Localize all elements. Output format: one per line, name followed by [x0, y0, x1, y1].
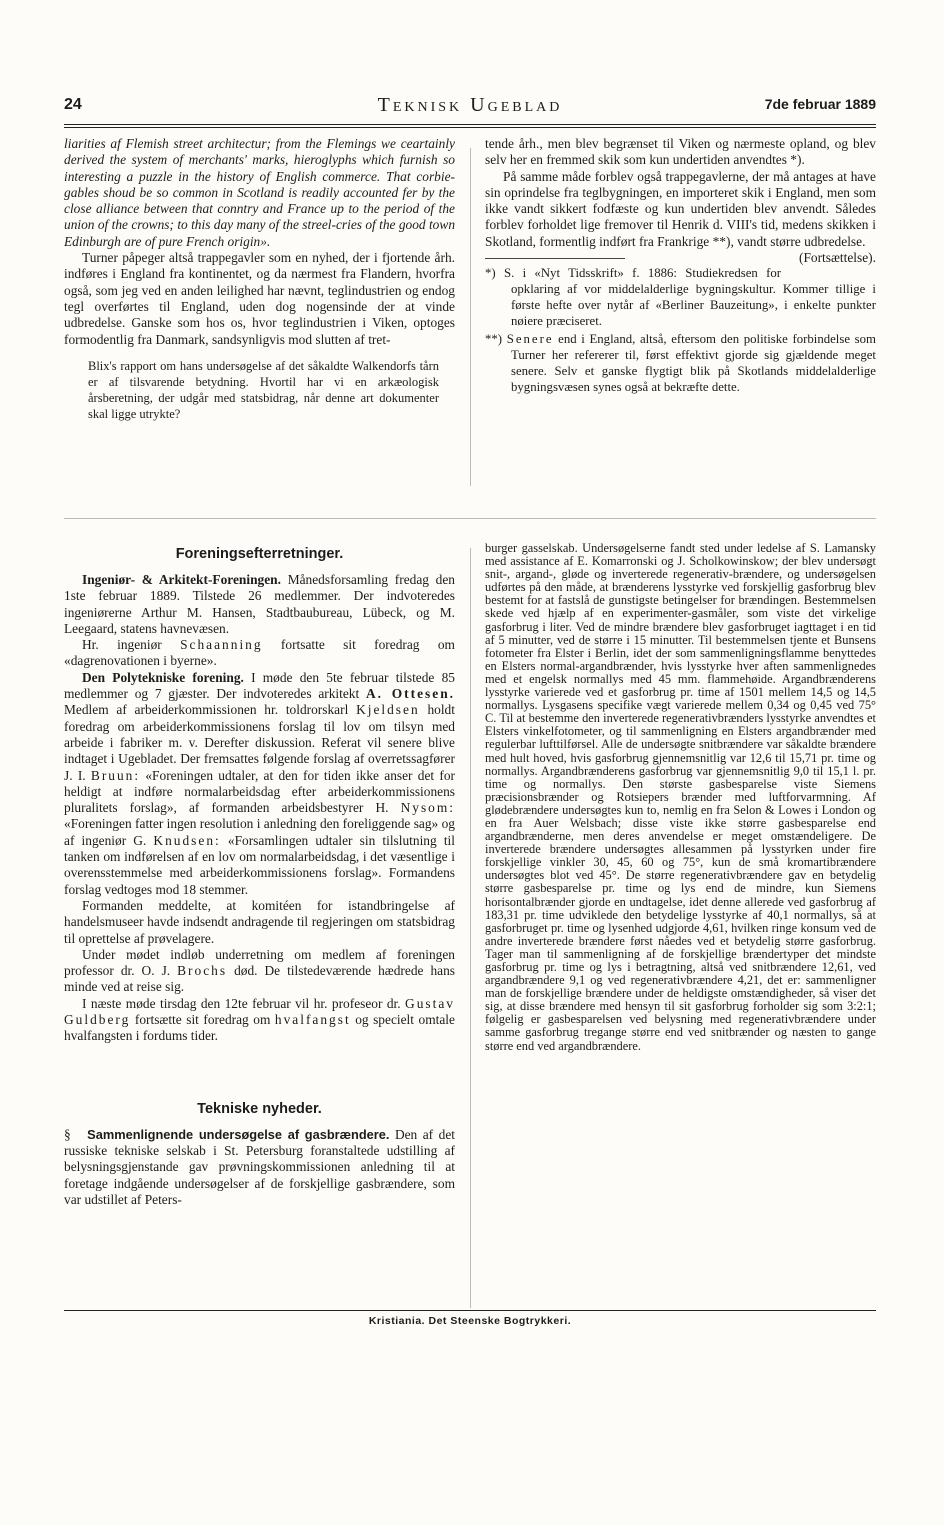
- viken-paragraph: tende årh., men blev begrænset til Viken og nærmeste opland, og blev selv her en fremmed skik som kun undertiden anvendtes *).: [485, 136, 876, 168]
- issue-date: 7de februar 1889: [764, 96, 876, 112]
- ing-paragraph-1: [64, 572, 455, 637]
- poly-name-6: Brochs: [177, 963, 228, 979]
- poly-text-4b: fortsætte sit foredrag om: [134, 1012, 271, 1028]
- footnote-1: *) S. i «Nyt Tidsskrift» f. 1886: Studiekredsen for opklaring af vor middelalderlige bygningskultur. Kommer tillige i første hefte over nytår af «Berliner Bauzeitung», i enkelte punkter nøiere præciseret.: [485, 266, 876, 329]
- trappegavl-text: På samme måde forblev også trappegavlerne, der må antages at have sin oprindelse fra teglbygningen, en importeret skik i England, men som ikke vandt sikkert fodfæste og kun undertiden blev anvendt. Således forblev forholdet lige fremover til Henrik d. VIII's tid, medens skikken i Skotland, formentlig indført fra Frankrige **), vandt større udbredelse.: [485, 168, 876, 249]
- poly-paragraph-1: [64, 670, 455, 898]
- column-divider-bottom: [470, 548, 471, 1308]
- poly-name-1: A. Ottesen.: [366, 686, 455, 702]
- poly-text-f: «Forsamlingen udtaler sin tilslutning til tanken om indførelsen af en lov om normalarbeidsdag, i det væsentlige i overensstemmelse med arbeiderkommissionens forslag». Formandens forslag vedtoges mod 18 stemmer.: [64, 832, 455, 897]
- page-footer: [64, 1310, 876, 1327]
- top-left-column: [64, 136, 455, 422]
- poly-name-4: Nysom:: [400, 800, 456, 816]
- footnote-2-text: end i England, altså, eftersom den politiske forbindelse som Turner her refererer til, først effektivt gjorde sig gjældende meget senere. Selv et ganske flygtigt blik på Skotlands middelalderlige bygningsvæsen synes også at bekræfte dette.: [511, 332, 876, 395]
- column-divider-top: [470, 148, 471, 486]
- english-quote: liarities af Flemish street architectur; from the Flemings we ceartainly derived the system of merchants' marks, hieroglyphs which furnish so interesting a puzzle in the history of English commerce. That corbie-gables shoud be so common in Scotland is readily accounted fer by the close alliance between that conntry and France up to the period of the union of the crowns; to this day many of the streel-cries of the good town Edinburgh are of pure French origin».: [64, 136, 456, 249]
- blix-blockquote: Blix's rapport om hans undersøgelse af det såkaldte Walkendorfs tårn er af tilsvarende betydning. Hvortil har vi en arkæologisk årsberetning, der udgår med statsbidrag, når denne art dokumenter skal ligge utrykte?: [88, 358, 439, 421]
- ing-text-2b: fortsatte sit foredrag om «dagrenovationen i byerne».: [64, 637, 455, 669]
- continued-note: (Fortsættelse).: [799, 250, 876, 266]
- top-right-column: [485, 136, 876, 422]
- section-symbol: §: [64, 1126, 71, 1142]
- footnote-2-marker: **): [485, 332, 503, 347]
- poly-name-2: Kjeldsen: [356, 702, 420, 718]
- bottom-left-column: [64, 542, 455, 1208]
- footnote-2: [485, 331, 876, 395]
- poly-text-a: I møde den 5te februar tilstede 85 medlemmer og 7 gjæster. Der indvoteredes arkitekt: [64, 669, 455, 702]
- poly-paragraph-4: [64, 996, 455, 1045]
- poly-name-7: Gustav Guldberg: [64, 995, 455, 1028]
- imprint: Kristiania. Det Steenske Bogtrykkeri.: [368, 1315, 572, 1327]
- footnote-2-spaced: Senere: [506, 332, 554, 347]
- tek-paragraph: [64, 1127, 455, 1208]
- section-title-foreninger: Foreningsefterretninger.: [175, 546, 344, 562]
- poly-text-4a: I næste møde tirsdag den 12te februar vil hr. profeseor dr.: [82, 995, 401, 1011]
- poly-text-c: holdt foredrag om arbeiderkommissionens forslag til lov om tilsyn med arbeide i fabriker m. v. Derefter diskussion. Referat vil senere blive indtaget i Ugebladet. Der fremsattes følgende forslag af overretssagfører J. I.: [64, 702, 455, 783]
- poly-name-3: Bruun:: [90, 767, 141, 783]
- bottom-right-column: [485, 542, 876, 1208]
- poly-text-3b: død. De tilstedeværende hædrede hans minde ved at reise sig.: [64, 963, 455, 995]
- trappegavl-paragraph: [485, 168, 876, 266]
- poly-text-b: Medlem af arbeiderkommissionen hr. toldrorskarl: [64, 702, 349, 718]
- poly-text-d: «Foreningen udtaler, at den for tiden ikke anser det for heldigt at indføre normalarbeidsdag efter arbeiderkommissionens pluralitets forslag», af formanden arbeidsbestyrer H.: [64, 767, 455, 816]
- turner-paragraph: Turner påpeger altså trappegavler som en nyhed, der i fjortende årh. indføres i England fra kontinentet, og da nærmest fra Flandern, hvorfra også, som jeg ved en anden leilighed har nævnt, teglindustrien og endog tegl overførtes til England, uden dog nogensinde der at vinde udbredelse. Ganske som hos os, hvor teglindustrien i Viken, optoges formodentlig fra Danmark, sandsynligvis mod slutten af tret-: [64, 250, 455, 347]
- poly-paragraph-3: [64, 947, 455, 996]
- ing-lead: Ingeniør- & Arkitekt-Foreningen.: [82, 572, 281, 587]
- section-gap: [64, 1045, 455, 1097]
- header-rule: [64, 124, 876, 128]
- tek-text: Den af det russiske tekniske selskab i St. Petersburg foranstaltede udstilling af belysningsgjenstande gav prøvningskommissionen anledning til at foretage indgående undersøgelser af de forskjellige gasbrændere, som var udstillet af Peters-: [64, 1126, 455, 1207]
- poly-text-3a: Under mødet indløb underretning om medlem af foreningen professor dr. O. J.: [64, 946, 455, 979]
- ing-name: Schaanning: [180, 637, 263, 653]
- page-number: 24: [64, 96, 82, 113]
- ing-text-2a: Hr. ingeniør: [82, 637, 162, 653]
- poly-name-5: Knudsen:: [153, 832, 221, 848]
- poly-paragraph-2: Formanden meddelte, at komitéen for istandbringelse af handelsmuseer havde indsendt andragende til regjeringen om statsbidrag til oprettelse af prøvelagere.: [64, 897, 455, 946]
- ing-text-1: Månedsforsamling fredag den 1ste februar 1889. Tilstede 26 medlemmer. Der indvoteredes ingeniørerne Arthur M. Hansen, Stadtbaubureau, Lübeck, og M. Leegaard, statens havnevæsen.: [64, 572, 456, 636]
- ing-paragraph-2: [64, 637, 455, 670]
- section-divider: [64, 518, 876, 519]
- section-title-tekniske: Tekniske nyheder.: [197, 1100, 322, 1117]
- gasbraender-text: burger gasselskab. Undersøgelserne fandt sted under ledelse af S. Lamansky med assistance af E. Komarronski og J. Scholkowinskow; der blev undersøgt snit-, argand-, gløde og inverterede regenerativ-brændere, og undersøgelsen udførtes på den måde, at brænderens lysstyrke ved forskjellig gasforbrug blev bestemt for at fastslå de gunstigste betingelser for brændingen. Bestemmelsen skede ved hjælp af en experimenter-gasmåler, som viste det virkelige gasforbrug i liter. Ved de mindre brændere blev gasforbruget iagttaget i en tid af 5 minutter, ved de større i 15 minutter. Til bestemmelsen tjente et Bunsens fotometer fra Elster i Berlin, idet der som sammenligningsflamme benyttedes en Elsters normal-argandbrænder, hvis lysstyrke hver aften sammenlignedes med et engelsk normallys med 45 mm. flammehøide. Argandbrænderens lysstyrke varierede ved et gasforbrug pr. time af 1501 mellem 14,5 og 14,5 normallys. Lysgasens specifike vægt varierede mellem 0,34 og 0,45 ved 75° C. Til at bestemme den inverterede regenerativbrænders lysstyrke anvendtes et Elsters vinkelfotometer, og til sammenligning en Elsters argandbrænder med regulerbar lufttilførsel. Alle de undersøgte snitbrændere var såkaldte brændere med hult hoved, hvis gasforbrug gjennemsnitlig var 12,6 til 15,71 pr. time og normallys. Argandbrænderens gasforbrug var gjennemsnitlig 9,0 til 15,1 l. pr. time og normallys. Den største gasbesparelse viste Siemens præcisionsbrænder og Rotsiepers brænder med luftforvarmning. Af glødebrændere undersøgtes kun to, nemlig en fra Selon & Lowes i London og en fra Auer Welsbach; disse viste ikke større gasbesparelse end argandbrænderne, men deres anvendelse er meget omstændeligere. De inverterede brændere undersøgtes allesammen på lysstyrken under fire forskjellige vinkler 30, 45, 60 og 75°, kun de små kromartibrændere undersøgtes blot ved 45°. De større regenerativbrændere gav en betydelig større gasbesparelse pr. time og lys end de mindre, kun Siemens horisontalbrænder gjorde en undtagelse, idet denne allerede ved gasforbrug af 183,31 pr. time udviklede den betydelige lysstyrke af 40,1 normallys, så at gasforbruget pr. time og lysenhed udgjorde 4,61, hvilken ringe konsum ved de andre inverterede brændere først nåedes ved et betydelig større gasforbrug. Tager man til sammenligning af de forskjellige brændertyper det mindste gasforbrug pr. time og lys i betragtning, altså ved snitbrændere 12,61, ved argandbrændere 9,1 og ved regenerativbrændere 4,21, det er: sammenligner man de forskjellige brændere under de heldigste omstændigheder, så viser det sig, at disse brændere med hensyn til sit gasforbrug forholder sig som 3:2:1; følgelig er gasbesparelsen ved belysning med regenerativbrændere under samme gasforbrug tregange større end ved snitbrænder og næsten to gange større end ved argandbrændere.: [485, 541, 876, 1053]
- poly-lead: Den Polytekniske forening.: [82, 669, 244, 685]
- tek-subhead: Sammenlignende undersøgelse af gasbrændere.: [87, 1126, 390, 1142]
- poly-text-e: «Foreningen fatter ingen resolution i anledning den foreliggende sag» og af ingeniør G.: [64, 816, 455, 848]
- poly-text-4c: og specielt omtale hvalfangsten i fordums tider.: [64, 1012, 455, 1044]
- footer-rule: [64, 1310, 876, 1311]
- footnote-rule: [485, 258, 625, 259]
- journal-title: Teknisk Ugeblad: [377, 94, 563, 116]
- page-header: [64, 96, 876, 124]
- poly-topic: hvalfangst: [274, 1012, 351, 1028]
